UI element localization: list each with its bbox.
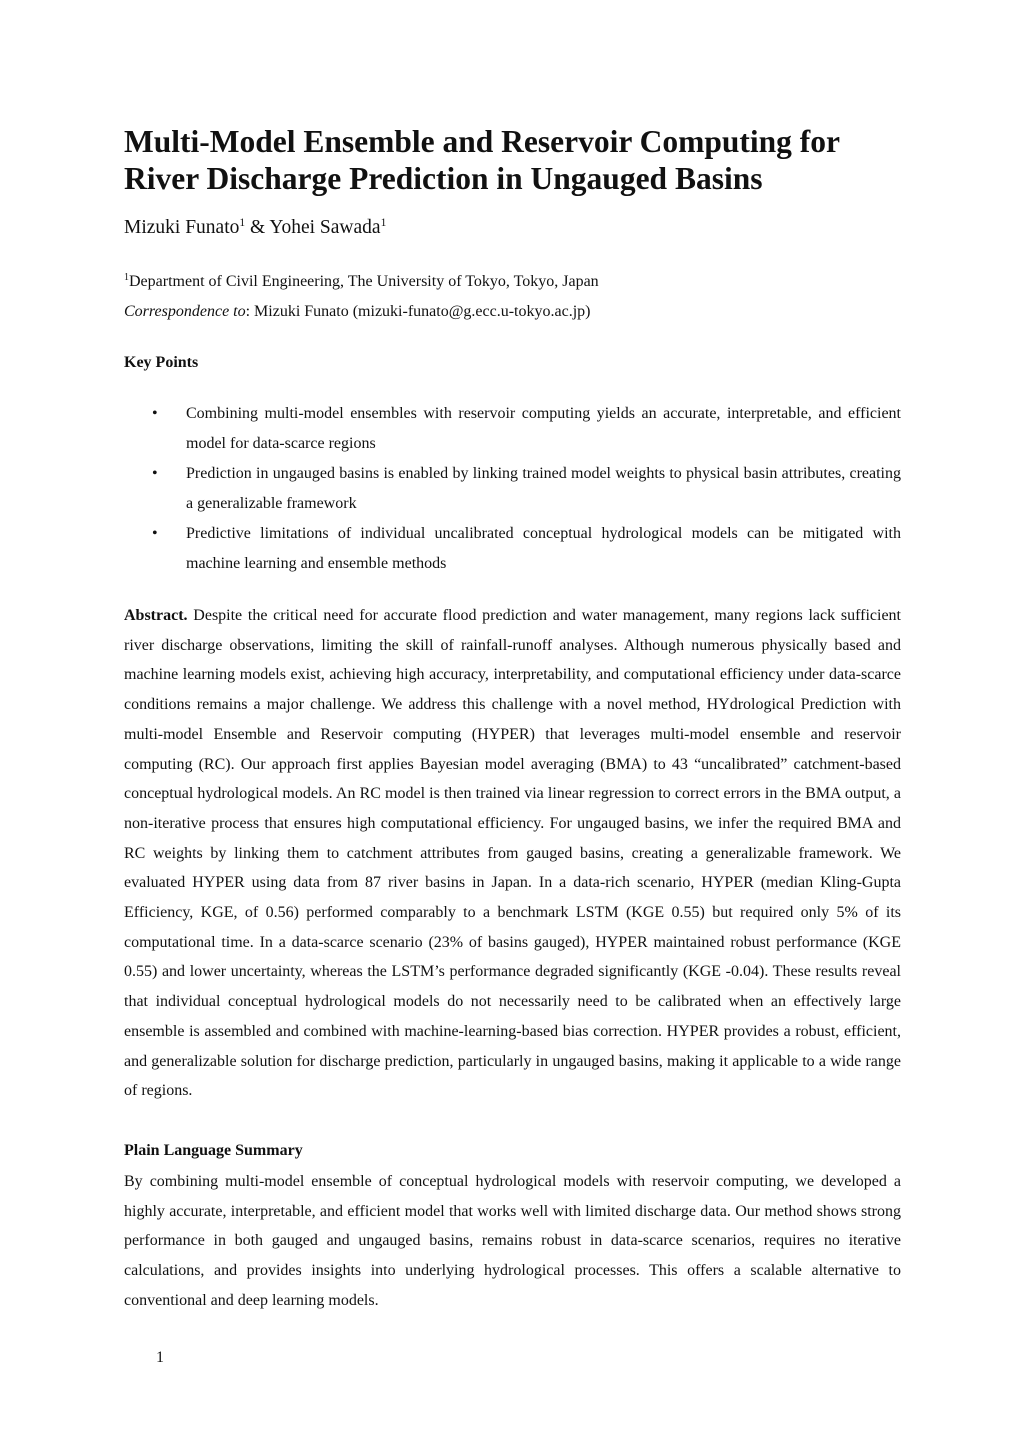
affiliation (124, 270, 599, 294)
paper-title (124, 123, 914, 197)
author-affiliation-mark: 1 (239, 217, 246, 229)
affiliation-mark: 1 (124, 272, 129, 283)
bullet-marker: • (152, 465, 158, 482)
correspondence-label: Correspondence to (124, 303, 246, 320)
correspondence-text: : Mizuki Funato (mizuki-funato@g.ecc.u-tokyo.ac.jp) (245, 303, 591, 320)
abstract-label: Abstract. (124, 607, 188, 624)
key-point-item (124, 399, 901, 459)
author-separator: & (245, 217, 270, 238)
abstract-paragraph (124, 601, 901, 1106)
affiliation-text: Department of Civil Engineering, The University of Tokyo, Tokyo, Japan (129, 273, 599, 290)
plain-language-summary-heading: Plain Language Summary (124, 1142, 303, 1159)
key-points-list (124, 399, 901, 579)
plain-language-summary-text: By combining multi-model ensemble of conceptual hydrological models with reservoir computing, we developed a highly accurate, interpretable, and efficient model that works well with limited discharge data. Our method shows strong performance in both gauged and ungauged basins, remains robust in data-scarce scenarios, requires no iterative calculations, and provides insights into underlying hydrological processes. This offers a scalable alternative to conventional and deep learning models. (124, 1173, 901, 1309)
page-number: 1 (156, 1349, 164, 1366)
author-affiliation-mark: 1 (380, 217, 387, 229)
key-points-heading: Key Points (124, 354, 199, 371)
title-line-2: River Discharge Prediction in Ungauged Basins (124, 161, 763, 196)
key-point-text: Combining multi-model ensembles with reservoir computing yields an accurate, interpretable, and efficient model for data-scarce regions (186, 405, 901, 452)
title-line-1: Multi-Model Ensemble and Reservoir Computing for (124, 124, 841, 159)
bullet-marker: • (152, 405, 158, 422)
key-point-item (124, 459, 901, 519)
author-line (124, 214, 386, 242)
bullet-marker: • (152, 525, 158, 542)
key-point-text: Prediction in ungauged basins is enabled by linking trained model weights to physical basin attributes, creating a generalizable framework (186, 465, 901, 512)
key-point-item (124, 519, 901, 579)
key-point-text: Predictive limitations of individual uncalibrated conceptual hydrological models can be mitigated with machine learning and ensemble methods (186, 525, 901, 572)
correspondence-line (124, 300, 590, 324)
author-name: Yohei Sawada (269, 217, 381, 238)
author-name: Mizuki Funato (124, 217, 240, 238)
abstract-text: Despite the critical need for accurate flood prediction and water management, many regions lack sufficient river discharge observations, limiting the skill of rainfall-runoff analyses. Although numerous physically based and machine learning models exist, achieving high accuracy, interpretability, and computational efficiency under data-scarce conditions remains a major challenge. We address this challenge with a novel method, HYdrological Prediction with multi-model Ensemble and Reservoir computing (HYPER) that leverages multi-model ensemble and reservoir computing (RC). Our approach first applies Bayesian model averaging (BMA) to 43 “uncalibrated” catchment-based conceptual hydrological models. An RC model is then trained via linear regression to correct errors in the BMA output, a non-iterative process that ensures high computational efficiency. For ungauged basins, we infer the required BMA and RC weights by linking them to catchment attributes from gauged basins, creating a generalizable framework. We evaluated HYPER using data from 87 river basins in Japan. In a data-rich scenario, HYPER (median Kling-Gupta Efficiency, KGE, of 0.56) performed comparably to a benchmark LSTM (KGE 0.55) but required only 5% of its computational time. In a data-scarce scenario (23% of basins gauged), HYPER maintained robust performance (KGE 0.55) and lower uncertainty, whereas the LSTM’s performance degraded significantly (KGE -0.04). These results reveal that individual conceptual hydrological models do not necessarily need to be calibrated when an effectively large ensemble is assembled and combined with machine-learning-based bias correction. HYPER provides a robust, efficient, and generalizable solution for discharge prediction, particularly in ungauged basins, making it applicable to a wide range of regions. (124, 607, 901, 1100)
